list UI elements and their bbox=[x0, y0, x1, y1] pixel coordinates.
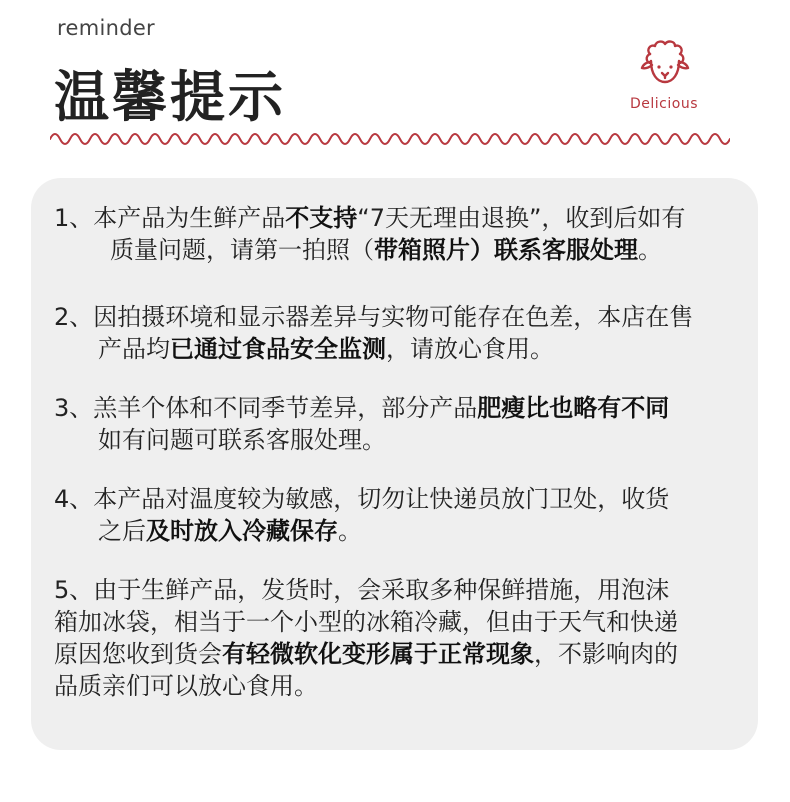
sheep-icon bbox=[638, 40, 690, 94]
note-line bbox=[54, 202, 685, 234]
note-text: 箱加冰袋，相当于一个小型的冰箱冷藏，但由于天气和快递 bbox=[54, 608, 678, 636]
note-text: 1、本产品为生鲜产品 bbox=[54, 204, 286, 232]
note-emphasis: 及时放入冷藏保存 bbox=[146, 517, 338, 545]
note-item bbox=[54, 574, 678, 702]
note-emphasis: 已通过食品安全监测 bbox=[170, 335, 386, 363]
note-emphasis: 不支持 bbox=[285, 204, 358, 232]
note-text: 4、本产品对温度较为敏感，切勿让快递员放门卫处，收货 bbox=[54, 485, 670, 513]
logo-text: Delicious bbox=[630, 96, 698, 112]
note-line bbox=[54, 333, 693, 365]
note-text: 品质亲们可以放心食用。 bbox=[54, 672, 318, 700]
note-text: 2、因拍摄环境和显示器差异与实物可能存在色差，本店在售 bbox=[54, 303, 694, 331]
page-title: 温馨提示 bbox=[54, 65, 287, 129]
note-text: 质量问题，请第一拍照（ bbox=[110, 236, 374, 264]
note-emphasis: 肥瘦比也略有不同 bbox=[477, 394, 670, 422]
brand-logo bbox=[622, 40, 706, 116]
note-line bbox=[54, 392, 669, 424]
note-line bbox=[54, 515, 669, 547]
notice-card bbox=[31, 178, 758, 750]
note-text: 如有问题可联系客服处理。 bbox=[98, 426, 386, 454]
eyebrow-label: reminder bbox=[57, 16, 155, 40]
note-emphasis: 有轻微软化变形属于正常现象 bbox=[222, 640, 534, 668]
note-text: 产品均 bbox=[98, 335, 170, 363]
note-text: ，请放心食用。 bbox=[386, 335, 554, 363]
note-emphasis: 带箱照片）联系客服处理 bbox=[374, 236, 638, 264]
note-line bbox=[54, 670, 678, 702]
note-text: 。 bbox=[638, 236, 662, 264]
note-item bbox=[54, 202, 685, 266]
note-item bbox=[54, 301, 693, 365]
note-line bbox=[54, 301, 693, 333]
note-line bbox=[54, 424, 669, 456]
note-line bbox=[54, 483, 669, 515]
note-text: 3、羔羊个体和不同季节差异，部分产品 bbox=[54, 394, 478, 422]
note-text: ，不影响肉的 bbox=[534, 640, 678, 668]
note-text: 之后 bbox=[98, 517, 146, 545]
note-item bbox=[54, 392, 669, 456]
note-line bbox=[54, 234, 685, 266]
wave-divider bbox=[50, 128, 730, 150]
note-line bbox=[54, 638, 678, 670]
note-text: “7天无理由退换”，收到后如有 bbox=[357, 204, 686, 232]
note-text: 。 bbox=[338, 517, 362, 545]
note-line bbox=[54, 606, 678, 638]
note-text: 原因您收到货会 bbox=[54, 640, 222, 668]
note-item bbox=[54, 483, 669, 547]
note-text: 5、由于生鲜产品，发货时，会采取多种保鲜措施，用泡沫 bbox=[54, 576, 670, 604]
note-line bbox=[54, 574, 678, 606]
